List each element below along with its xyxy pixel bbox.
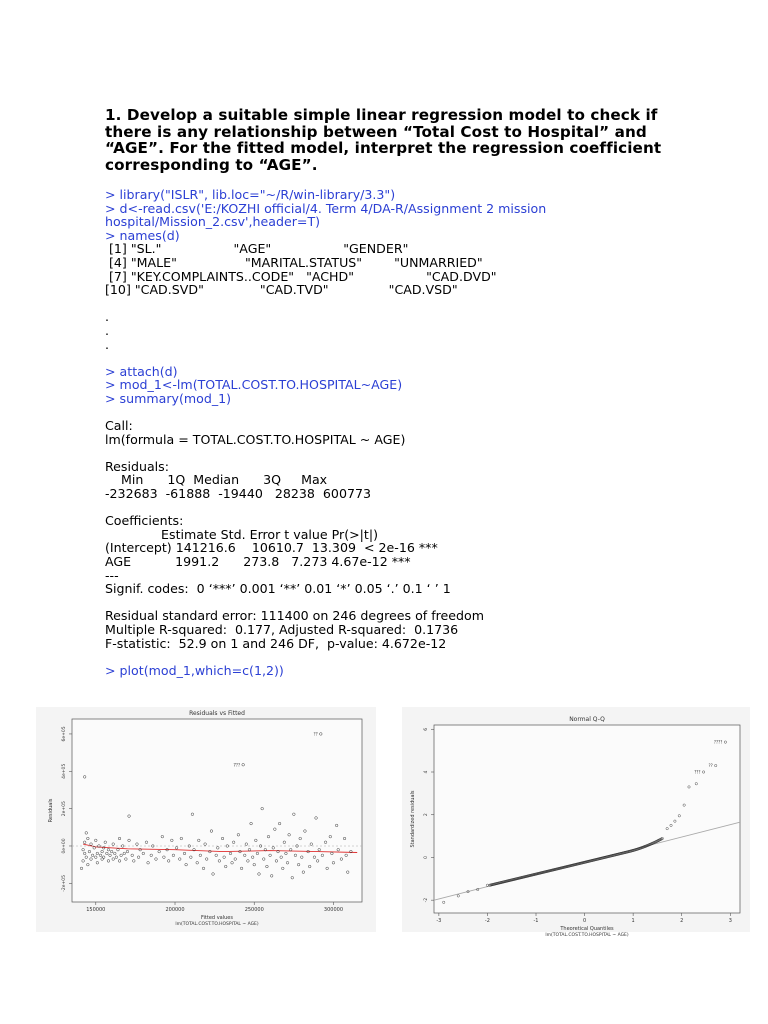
plot-frame <box>72 719 362 902</box>
console-output-line: Multiple R-squared: 0.177, Adjusted R-squared: 0.1736 <box>105 622 459 637</box>
console-input-line: > library("ISLR", lib.loc="~/R/win-library/3.3") <box>105 187 396 202</box>
console-output-line: Call: <box>105 418 133 434</box>
console-output-line: . <box>105 322 110 338</box>
console-output-line <box>105 650 546 664</box>
console-input-line: > summary(mod_1) <box>105 390 232 406</box>
console-output-line: . <box>105 336 110 352</box>
y-tick-label: 6e+05 <box>62 726 67 742</box>
console-output-line: Signif. codes: 0 ‘***’ 0.001 ‘**’ 0.01 ‘*’ 0.05 ‘.’ 0.1 ‘ ’ 1 <box>105 581 451 597</box>
y-tick-label: 2e+05 <box>62 801 67 817</box>
console-input-line: > d<-read.csv('E:/KOZHI official/4. Term 4/DA-R/Assignment 2 mission <box>105 200 547 216</box>
chart-title: Normal Q-Q <box>569 716 605 723</box>
console-input-line: hospital/Mission_2.csv',header=T) <box>105 214 321 230</box>
residuals-vs-fitted-plot <box>36 707 376 932</box>
console-output-line: Coefficients: <box>105 513 184 529</box>
x-tick-label: 3 <box>728 918 732 924</box>
console-input-line: > attach(d) <box>105 363 178 379</box>
console-output-line: . <box>105 309 110 325</box>
console-output-line: [4] "MALE" "MARITAL.STATUS" "UNMARRIED" <box>105 254 483 270</box>
x-tick-label: 2 <box>680 918 684 924</box>
x-tick-label: 1 <box>631 918 635 924</box>
question-line: there is any relationship between “Total Cost to Hospital” and <box>105 122 647 141</box>
point-label: ?? <box>708 763 713 769</box>
console-output-line: Min 1Q Median 3Q Max <box>105 472 328 488</box>
y-axis-label: Residuals <box>48 798 54 823</box>
x-tick-label: 250000 <box>244 907 264 913</box>
point-label: ?? <box>313 731 318 737</box>
console-output-line <box>105 446 546 460</box>
console-output-line <box>105 501 546 515</box>
x-tick-label: -1 <box>533 918 539 924</box>
console-input-line: > mod_1<-lm(TOTAL.COST.TO.HOSPITAL~AGE) <box>105 377 403 393</box>
residuals-vs-fitted-svg <box>36 707 376 932</box>
y-tick-label: 6 <box>424 727 429 731</box>
x-tick-label: 300000 <box>323 907 344 913</box>
y-tick-label: 4e+05 <box>62 763 67 779</box>
y-tick-label: 4 <box>424 770 429 774</box>
question-line: 1. Develop a suitable simple linear regression model to check if <box>105 106 658 124</box>
console-output-line <box>105 596 546 610</box>
console-output-line <box>105 351 546 365</box>
console-input-line: > plot(mod_1,which=c(1,2)) <box>105 662 284 678</box>
console-output-line: [7] "KEY.COMPLAINTS..CODE" "ACHD" "CAD.DVD" <box>105 268 497 284</box>
console-input-line: > names(d) <box>105 227 180 243</box>
point-label: ??? <box>694 769 701 775</box>
y-tick-label: -2 <box>424 897 429 903</box>
normal-qq-svg <box>402 707 750 938</box>
x-tick-label: 150000 <box>86 907 106 913</box>
chart-subtitle: lm(TOTAL.COST.TO.HOSPITAL ~ AGE) <box>545 933 629 938</box>
question-line: corresponding to “AGE”. <box>105 155 318 174</box>
r-console-output <box>105 188 546 677</box>
y-axis-label: Standardized residuals <box>410 790 416 848</box>
console-output-line: Estimate Std. Error t value Pr(>|t|) <box>105 526 379 542</box>
x-axis-label: Fitted values <box>201 915 233 921</box>
y-tick-label: 2 <box>424 813 429 817</box>
console-output-line: [1] "SL." "AGE" "GENDER" <box>105 241 409 257</box>
x-tick-label: 200000 <box>165 907 185 913</box>
console-output-line: Residual standard error: 111400 on 246 degrees of freedom <box>105 608 485 624</box>
console-output-line <box>105 297 546 311</box>
console-output-line: -232683 -61888 -19440 28238 600773 <box>105 486 371 502</box>
console-output-line <box>105 406 546 420</box>
question-text <box>105 107 705 173</box>
question-line: “AGE”. For the fitted model, interpret the regression coefficient <box>105 139 662 157</box>
point-label: 7?? <box>233 762 241 768</box>
chart-subtitle: lm(TOTAL.COST.TO.HOSPITAL ~ AGE) <box>175 922 259 927</box>
x-axis-label: Theoretical Quantiles <box>560 926 614 932</box>
console-output-line: AGE 1991.2 273.8 7.273 4.67e-12 *** <box>105 554 411 570</box>
console-output-line: Residuals: <box>105 458 169 474</box>
x-tick-label: -2 <box>484 918 490 924</box>
console-output-line: --- <box>105 567 119 583</box>
console-output-line: F-statistic: 52.9 on 1 and 246 DF, p-value: 4.672e-12 <box>105 635 447 651</box>
chart-title: Residuals vs Fitted <box>189 710 245 717</box>
point-label: ???? <box>713 739 723 745</box>
x-tick-label: 0 <box>582 918 587 924</box>
x-tick-label: -3 <box>436 918 442 924</box>
console-output-line: [10] "CAD.SVD" "CAD.TVD" "CAD.VSD" <box>105 282 458 298</box>
console-output-line: lm(formula = TOTAL.COST.TO.HOSPITAL ~ AGE) <box>105 431 406 447</box>
console-output-line: (Intercept) 141216.6 10610.7 13.309 < 2e-16 *** <box>105 540 438 556</box>
normal-qq-plot <box>402 707 750 938</box>
plot-frame <box>434 725 740 913</box>
y-tick-label: 0 <box>424 856 429 859</box>
y-tick-label: -2e+05 <box>62 874 67 892</box>
y-tick-label: 0e+00 <box>62 838 67 854</box>
